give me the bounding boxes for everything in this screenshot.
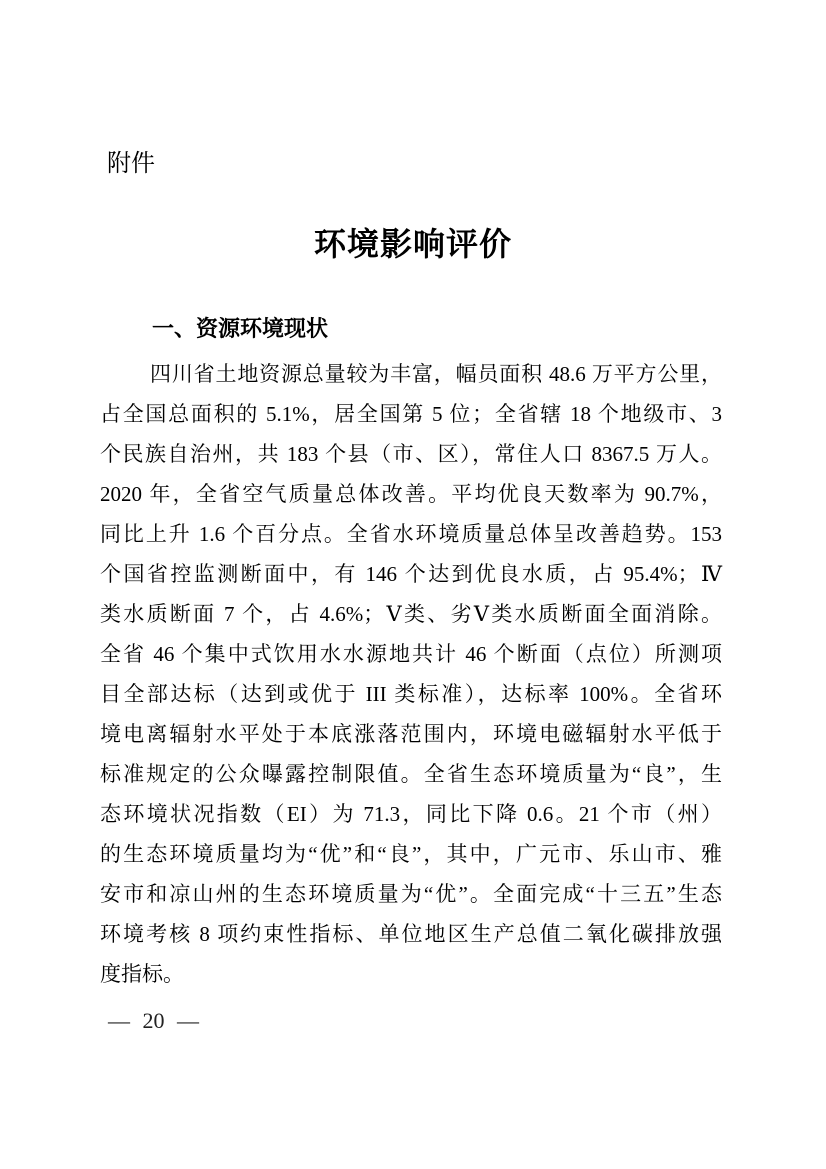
body-line: 同比上升 1.6 个百分点。全省水环境质量总体呈改善趋势。153 (100, 522, 722, 546)
body-line: 个民族自治州，共 183 个县（市、区），常住人口 8367.5 万人。 (100, 442, 722, 466)
body-line: 的生态环境质量均为“优”和“良”，其中，广元市、乐山市、雅 (100, 842, 722, 866)
page-number: — 20 — (108, 1008, 199, 1033)
body-line: 占全国总面积的 5.1%，居全国第 5 位；全省辖 18 个地级市、3 (100, 402, 722, 426)
body-line: 环境考核 8 项约束性指标、单位地区生产总值二氧化碳排放强 (100, 922, 722, 946)
body-line: 度指标。 (100, 962, 184, 986)
body-line: 境电离辐射水平处于本底涨落范围内，环境电磁辐射水平低于 (100, 722, 722, 746)
body-line: 2020 年，全省空气质量总体改善。平均优良天数率为 90.7%， (100, 482, 722, 506)
body-line: 态环境状况指数（EI）为 71.3，同比下降 0.6。21 个市（州） (100, 802, 722, 826)
body-line: 全省 46 个集中式饮用水水源地共计 46 个断面（点位）所测项 (100, 642, 722, 666)
body-line: 类水质断面 7 个，占 4.6%；Ⅴ类、劣Ⅴ类水质断面全面消除。 (100, 602, 722, 626)
section-heading: 一、资源环境现状 (152, 316, 329, 341)
body-line: 目全部达标（达到或优于 III 类标准），达标率 100%。全省环 (100, 682, 722, 706)
body-line: 安市和凉山州的生态环境质量为“优”。全面完成“十三五”生态 (100, 882, 722, 906)
body-line: 四川省土地资源总量较为丰富，幅员面积 48.6 万平方公里， (150, 362, 722, 386)
document-title: 环境影响评价 (313, 226, 512, 262)
attachment-label: 附件 (107, 150, 155, 177)
body-line: 个国省控监测断面中，有 146 个达到优良水质，占 95.4%；Ⅳ (100, 562, 722, 586)
body-paragraph (100, 354, 722, 994)
body-line: 标准规定的公众曝露控制限值。全省生态环境质量为“良”，生 (100, 762, 722, 786)
